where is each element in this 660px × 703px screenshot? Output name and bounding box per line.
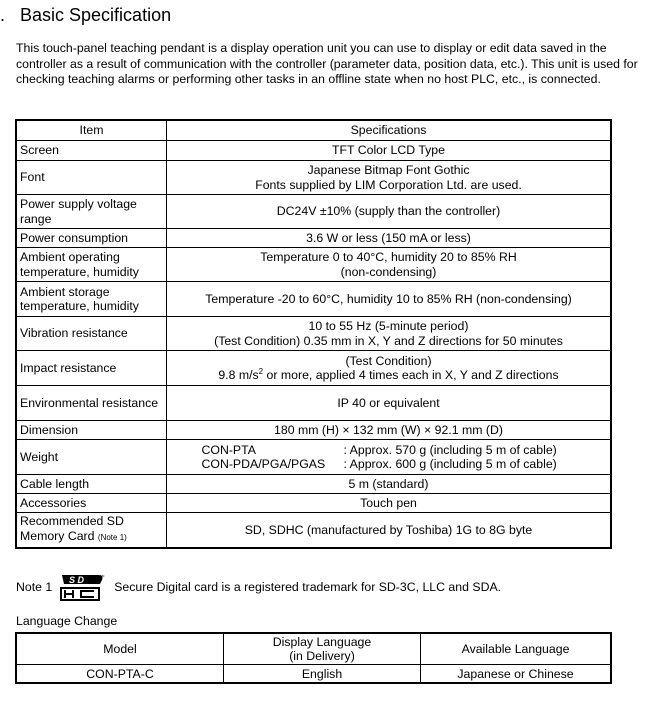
- row-spec-value: Temperature -20 to 60°C, humidity 10 to 85% RH (non-condensing): [167, 282, 612, 317]
- table-row: [16, 665, 611, 684]
- row-spec-value: 3.6 W or less (150 mA or less): [167, 229, 612, 248]
- note-label: Note 1: [16, 580, 53, 594]
- spec-line: [170, 368, 607, 383]
- spec-line: Temperature 0 to 40°C, humidity 20 to 85% RH: [260, 250, 517, 264]
- table-header-row: [16, 633, 611, 665]
- header-available-language: Available Language: [421, 633, 612, 665]
- row-spec-value: Touch pen: [167, 494, 612, 513]
- table-row: [16, 513, 611, 548]
- weight-model: CON-PTA: [201, 442, 256, 457]
- row-spec-value: [167, 440, 612, 475]
- row-spec-value: [167, 351, 612, 386]
- row-item-label: Screen: [16, 141, 167, 161]
- superscript: 2: [258, 366, 264, 376]
- cell-available-language: Japanese or Chinese: [421, 665, 612, 684]
- weight-value: : Approx. 600 g (including 5 m of cable): [343, 457, 557, 471]
- row-spec-value: TFT Color LCD Type: [167, 141, 612, 161]
- row-item-label: Power consumption: [16, 229, 167, 248]
- row-item-label: Ambient operating temperature, humidity: [16, 248, 167, 282]
- header-line: (in Delivery): [289, 649, 355, 663]
- svg-text:S D: S D: [69, 575, 85, 585]
- spec-text: or more, applied 4 times each in X, Y and Z directions: [263, 368, 559, 382]
- row-item-label: Accessories: [16, 494, 167, 513]
- section-title: Basic Specification: [20, 5, 172, 25]
- table-row: [16, 475, 611, 494]
- section-number: .: [0, 5, 6, 25]
- weight-value: : Approx. 570 g (including 5 m of cable): [343, 442, 557, 457]
- row-item-label: Cable length: [16, 475, 167, 494]
- section-heading: [0, 5, 171, 26]
- svg-text:TM: TM: [100, 574, 105, 578]
- table-row: [16, 229, 611, 248]
- table-row: [16, 386, 611, 421]
- row-item-label: Font: [16, 161, 167, 195]
- row-item-label: Ambient storage temperature, humidity: [16, 282, 167, 317]
- row-spec-value: SD, SDHC (manufactured by Toshiba) 1G to 8G byte: [167, 513, 612, 548]
- note-text: Secure Digital card is a registered trademark for SD-3C, LLC and SDA.: [114, 580, 502, 594]
- row-spec-value: 5 m (standard): [167, 475, 612, 494]
- spec-line: (non-condensing): [340, 264, 437, 279]
- table-row: [16, 421, 611, 440]
- weight-model: CON-PDA/PGA/PGAS: [201, 457, 326, 471]
- table-row: [16, 282, 611, 317]
- table-row: [16, 141, 611, 161]
- row-item-label: Power supply voltage range: [16, 195, 167, 229]
- table-row: [16, 494, 611, 513]
- header-display-language: [224, 633, 421, 665]
- sdhc-logo-graphic: [58, 572, 106, 602]
- spec-text: 9.8 m/s: [218, 368, 259, 382]
- row-spec-value: DC24V ±10% (supply than the controller): [167, 195, 612, 229]
- spec-line: (Test Condition) 0.35 mm in X, Y and Z directions for 50 minutes: [214, 333, 563, 348]
- table-row: [16, 317, 611, 351]
- header-specifications: Specifications: [167, 120, 612, 141]
- table-row: [16, 248, 611, 282]
- header-item: Item: [16, 120, 167, 141]
- cell-display-language: English: [224, 665, 421, 684]
- row-spec-value: IP 40 or equivalent: [167, 386, 612, 421]
- row-spec-value: [167, 317, 612, 351]
- header-line: Display Language: [272, 635, 372, 649]
- table-row: [16, 440, 611, 475]
- table-row: [16, 161, 611, 195]
- sdhc-logo-icon: [58, 572, 106, 602]
- spec-line: Japanese Bitmap Font Gothic: [307, 163, 470, 177]
- language-table: [15, 632, 612, 684]
- spec-line: 10 to 55 Hz (5-minute period): [308, 319, 469, 333]
- row-spec-value: 180 mm (H) × 132 mm (W) × 92.1 mm (D): [167, 421, 612, 440]
- spec-line: (Test Condition): [345, 353, 432, 368]
- spec-line: Fonts supplied by LIM Corporation Ltd. are used.: [255, 177, 522, 192]
- table-row: [16, 351, 611, 386]
- table-row: [16, 195, 611, 229]
- note-1: [16, 572, 501, 602]
- row-item-label: Impact resistance: [16, 351, 167, 386]
- row-item-label: Environmental resistance: [16, 386, 167, 421]
- row-item-label: Weight: [16, 440, 167, 475]
- row-spec-value: [167, 248, 612, 282]
- cell-model: CON-PTA-C: [16, 665, 224, 684]
- row-item-label: Dimension: [16, 421, 167, 440]
- specification-table: [15, 119, 612, 549]
- note-reference: (Note 1): [97, 532, 127, 542]
- weight-grid: [202, 443, 576, 472]
- language-change-title: Language Change: [16, 614, 118, 628]
- table-header-row: [16, 120, 611, 141]
- sd-item-text: Recommended SD Memory Card: [20, 514, 124, 543]
- header-model: Model: [16, 633, 224, 665]
- row-spec-value: [167, 161, 612, 195]
- intro-paragraph: This touch-panel teaching pendant is a display operation unit you can use to display or edit data saved in the controller as a result of communication with the controller (parameter data, position data, etc.). This unit is used for checking teaching alarms or performing other tasks in an offline state when no host PLC, etc., is connected.: [16, 41, 638, 86]
- row-item-label: Vibration resistance: [16, 317, 167, 351]
- row-item-label: [16, 513, 167, 548]
